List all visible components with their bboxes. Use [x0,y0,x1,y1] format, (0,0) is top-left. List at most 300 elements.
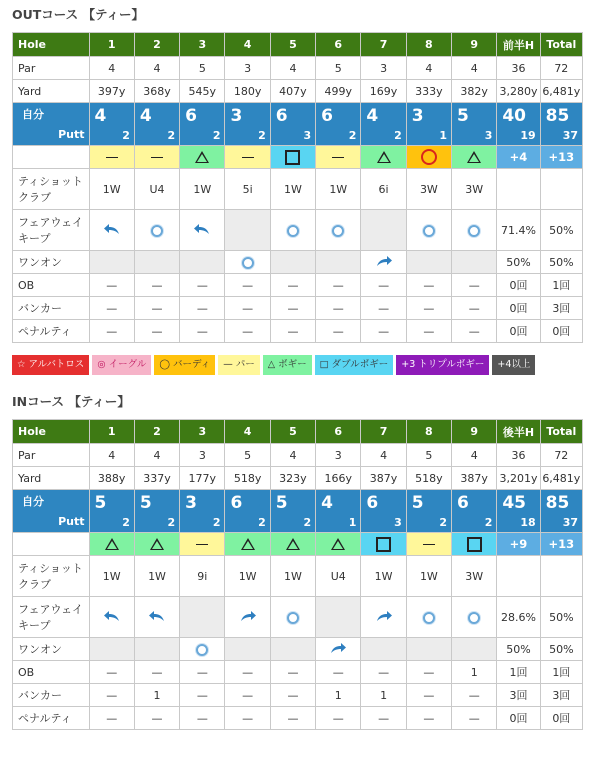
hole-number: 9 [452,33,497,57]
out-scorecard [12,32,583,343]
hole-number: 2 [134,420,179,444]
hole-number: 5 [270,33,315,57]
tee-club-value: 9i [180,556,225,597]
yard-value: 407y [270,80,315,103]
hole-score [270,103,315,146]
penalty-value: — [316,707,361,730]
one-on-value [134,638,179,661]
bunker-value: — [180,297,225,320]
ob-value: — [180,661,225,684]
putt-count: 2 [258,516,266,529]
stroke-count: 6 [275,106,288,126]
fairway-value [361,210,406,251]
putt-count: 3 [484,129,493,142]
par-value: 3 [316,444,361,467]
hole-score [180,490,225,533]
half-score [497,103,540,146]
total-label: Total [540,33,582,57]
par-value: 3 [361,57,406,80]
result-mark [361,533,406,556]
birdie-circle-icon [421,149,437,165]
result-mark [270,533,315,556]
bogey-triangle-icon [195,151,209,163]
hole-number: 5 [270,420,315,444]
tee-club-half-blank [497,169,540,210]
penalty-value: — [316,320,361,343]
stroke-count: 5 [94,493,107,513]
putt-count: 2 [484,516,493,529]
miss-left-arrow-icon [148,609,166,626]
result-row [13,533,583,556]
tee-club-value: 1W [316,169,361,210]
fairway-keep-icon [287,612,299,624]
fairway-row [13,597,583,638]
hole-number: 3 [180,33,225,57]
fairway-value [452,597,497,638]
stroke-count: 40 [502,106,527,126]
ob-label: OB [13,274,90,297]
bunker-value: 1 [361,684,406,707]
ob-value: — [270,274,315,297]
tee-club-value: 1W [180,169,225,210]
stroke-count: 45 [502,493,527,513]
yard-value: 323y [270,467,315,490]
fairway-half-rate: 28.6% [497,597,540,638]
miss-left-arrow-icon [193,222,211,239]
tee-club-row [13,169,583,210]
yard-half-total: 3,280y [497,80,540,103]
penalty-value: — [89,707,134,730]
ob-total-count: 1回 [540,661,582,684]
penalty-value: — [89,320,134,343]
bunker-total-count: 3回 [540,297,582,320]
hole-header-row [13,420,583,444]
bunker-value: — [452,297,497,320]
result-mark [270,146,315,169]
ob-value: — [452,274,497,297]
result-mark [225,533,270,556]
ob-label: OB [13,661,90,684]
tee-club-label: ティショット クラブ [13,556,90,597]
yard-value: 545y [180,80,225,103]
one-on-label: ワンオン [13,638,90,661]
putt-count: 2 [303,516,312,529]
one-on-value [452,638,497,661]
stroke-count: 5 [457,106,469,126]
legend-bogey: △ ボギー [263,355,312,375]
ob-value: — [225,661,270,684]
hole-number: 9 [452,420,497,444]
ob-value: — [89,274,134,297]
bunker-value: 1 [316,684,361,707]
result-mark [406,533,451,556]
legend-birdie: ◯ バーディ [154,355,215,375]
bunker-half-count: 0回 [497,297,540,320]
ob-value: 1 [452,661,497,684]
hole-number: 3 [180,420,225,444]
result-mark [452,146,497,169]
result-mark [452,533,497,556]
penalty-value: — [134,707,179,730]
par-value: 3 [180,444,225,467]
bunker-value: — [270,297,315,320]
par-mark-icon [151,157,163,158]
par-half-total: 36 [497,57,540,80]
yard-value: 388y [89,467,134,490]
result-mark [316,146,361,169]
stroke-count: 6 [321,106,333,126]
one-on-value [316,251,361,274]
yard-value: 177y [180,467,225,490]
result-mark [180,533,225,556]
putt-count: 1 [348,516,357,529]
penalty-value: — [406,320,451,343]
putt-count: 2 [348,129,357,142]
fairway-label: フェアウェイ キープ [13,210,90,251]
out-course-title: OUTコース 【ティー】 [12,7,145,22]
penalty-half-count: 0回 [497,707,540,730]
stroke-count: 5 [411,493,424,513]
score-row [13,490,583,533]
miss-left-arrow-icon [103,609,121,626]
putt-count: 37 [562,516,578,529]
ob-value: — [270,661,315,684]
ob-value: — [180,274,225,297]
par-label: Par [13,57,90,80]
par-mark-icon [242,157,254,158]
hole-score [316,490,361,533]
hole-score [406,490,451,533]
putt-count: 2 [167,516,176,529]
half-over-par: +9 [497,533,540,556]
hole-score [270,490,315,533]
hole-score [316,103,361,146]
hole-number: 8 [406,33,451,57]
penalty-value: — [406,707,451,730]
fairway-value [452,210,497,251]
hole-label: Hole [13,420,90,444]
stroke-count: 5 [139,493,152,513]
self-label: 自分 [22,495,44,508]
tee-club-value: 1W [361,556,406,597]
bogey-triangle-icon [467,151,481,163]
fairway-keep-icon [287,225,299,237]
putt-count: 2 [122,516,130,529]
fairway-row [13,210,583,251]
yard-value: 166y [316,467,361,490]
one-on-value [316,638,361,661]
par-value: 5 [406,444,451,467]
result-mark [180,146,225,169]
tee-club-label: ティショット クラブ [13,169,90,210]
hole-score [89,490,134,533]
putt-count: 2 [212,516,221,529]
ob-value: — [361,661,406,684]
yard-value: 337y [134,467,179,490]
par-mark-icon [106,157,118,158]
hole-score [361,103,406,146]
bogey-triangle-icon [105,538,119,550]
yard-value: 387y [452,467,497,490]
tee-club-value: U4 [134,169,179,210]
fairway-value [361,597,406,638]
ob-row [13,661,583,684]
fairway-value [134,210,179,251]
bunker-value: — [406,684,451,707]
stroke-count: 6 [230,493,243,513]
bogey-triangle-icon [331,538,345,550]
ob-value: — [316,274,361,297]
fairway-keep-icon [468,225,480,237]
bunker-value: — [134,297,179,320]
par-label: Par [13,444,90,467]
one-on-row [13,638,583,661]
tee-club-row [13,556,583,597]
par-value: 4 [406,57,451,80]
bogey-triangle-icon [150,538,164,550]
yard-value: 387y [361,467,406,490]
legend-triple-bogey: +3 トリプルボギー [396,355,489,375]
score-legend [12,355,583,375]
fairway-keep-icon [423,225,435,237]
bunker-half-count: 3回 [497,684,540,707]
ob-half-count: 1回 [497,661,540,684]
bunker-value: — [225,297,270,320]
miss-right-arrow-icon [329,641,347,658]
bunker-value: — [180,684,225,707]
putt-count: 2 [122,129,130,142]
par-total: 72 [540,57,582,80]
one-on-value [406,638,451,661]
hole-number: 1 [89,420,134,444]
tee-club-value: 6i [361,169,406,210]
one-on-value [225,638,270,661]
fairway-keep-icon [151,225,163,237]
one-on-value [225,251,270,274]
result-mark [89,533,134,556]
total-score [540,103,582,146]
yard-value: 518y [225,467,270,490]
one-on-value [89,638,134,661]
putt-count: 2 [167,129,176,142]
stroke-count: 4 [139,106,152,126]
yard-total: 6,481y [540,467,582,490]
fairway-value [316,597,361,638]
self-label: 自分 [22,108,44,121]
hole-score [225,103,270,146]
ob-total-count: 1回 [540,274,582,297]
bunker-value: — [270,684,315,707]
bunker-value: — [452,684,497,707]
putt-count: 18 [520,516,536,529]
bunker-value: 1 [134,684,179,707]
ob-value: — [225,274,270,297]
penalty-label: ペナルティ [13,320,90,343]
penalty-value: — [452,707,497,730]
putt-count: 1 [439,129,448,142]
hole-score [89,103,134,146]
one-on-half-rate: 50% [497,251,540,274]
fairway-keep-icon [423,612,435,624]
hole-number: 8 [406,420,451,444]
penalty-row [13,707,583,730]
hole-score [180,103,225,146]
penalty-value: — [180,707,225,730]
ob-half-count: 0回 [497,274,540,297]
score-label-cell [13,103,90,146]
yard-row [13,80,583,103]
yard-value: 169y [361,80,406,103]
putt-count: 37 [562,129,578,142]
tee-club-value: U4 [316,556,361,597]
bunker-value: — [316,297,361,320]
penalty-row [13,320,583,343]
bunker-value: — [89,684,134,707]
hole-label: Hole [13,33,90,57]
tee-club-total-blank [540,556,582,597]
ob-value: — [316,661,361,684]
yard-value: 368y [134,80,179,103]
one-on-total-rate: 50% [540,251,582,274]
stroke-count: 4 [366,106,379,126]
double-bogey-square-icon [285,150,300,165]
miss-right-arrow-icon [239,609,257,626]
total-label: Total [540,420,582,444]
hole-score [134,103,179,146]
hole-number: 7 [361,33,406,57]
tee-club-value: 1W [134,556,179,597]
fairway-value [406,210,451,251]
tee-club-value: 1W [89,556,134,597]
penalty-value: — [225,707,270,730]
one-on-row [13,251,583,274]
stroke-count: 85 [545,106,570,126]
putt-count: 2 [258,129,266,142]
double-bogey-square-icon [467,537,482,552]
hole-score [361,490,406,533]
bunker-value: — [361,297,406,320]
stroke-count: 6 [185,106,197,126]
ob-value: — [89,661,134,684]
fairway-label: フェアウェイ キープ [13,597,90,638]
bunker-value: — [89,297,134,320]
fairway-value [180,597,225,638]
total-over-par: +13 [540,146,582,169]
result-mark [361,146,406,169]
fairway-half-rate: 71.4% [497,210,540,251]
one-on-value [452,251,497,274]
stroke-count: 85 [545,493,570,513]
penalty-value: — [361,320,406,343]
yard-label: Yard [13,80,90,103]
result-label-blank [13,533,90,556]
fairway-value [406,597,451,638]
fairway-keep-icon [242,257,254,269]
bunker-label: バンカー [13,684,90,707]
yard-value: 499y [316,80,361,103]
yard-label: Yard [13,467,90,490]
hole-number: 4 [225,420,270,444]
one-on-value [406,251,451,274]
hole-number: 7 [361,420,406,444]
par-value: 4 [270,57,315,80]
fairway-keep-icon [468,612,480,624]
tee-club-total-blank [540,169,582,210]
one-on-value [361,638,406,661]
one-on-value [180,251,225,274]
hole-number: 6 [316,420,361,444]
penalty-value: — [270,707,315,730]
tee-club-value: 1W [89,169,134,210]
fairway-value [89,597,134,638]
total-score [540,490,582,533]
par-mark-icon [332,157,344,158]
penalty-total-count: 0回 [540,707,582,730]
stroke-count: 4 [321,493,333,513]
ob-value: — [134,274,179,297]
hole-score [225,490,270,533]
one-on-value [270,638,315,661]
fairway-keep-icon [332,225,344,237]
par-row [13,57,583,80]
result-mark [134,533,179,556]
par-value: 4 [361,444,406,467]
yard-value: 518y [406,467,451,490]
half-over-par: +4 [497,146,540,169]
putt-count: 19 [520,129,536,142]
bunker-label: バンカー [13,297,90,320]
one-on-value [361,251,406,274]
yard-value: 333y [406,80,451,103]
putt-count: 2 [439,516,448,529]
score-label-cell [13,490,90,533]
par-value: 4 [89,57,134,80]
fairway-total-rate: 50% [540,210,582,251]
yard-row [13,467,583,490]
putt-label: Putt [58,515,85,528]
result-mark [134,146,179,169]
miss-left-arrow-icon [103,222,121,239]
putt-label: Putt [58,128,85,141]
bunker-row [13,684,583,707]
result-mark [406,146,451,169]
yard-value: 397y [89,80,134,103]
tee-club-value: 3W [406,169,451,210]
score-row [13,103,583,146]
hole-score [452,103,497,146]
one-on-value [180,638,225,661]
par-value: 4 [452,57,497,80]
par-value: 5 [316,57,361,80]
penalty-value: — [452,320,497,343]
legend-eagle: ◎ イーグル [92,355,151,375]
legend-albatross: ☆ アルバトロス [12,355,89,375]
legend-four-plus: +4以上 [492,355,535,375]
half-score [497,490,540,533]
bogey-triangle-icon [241,538,255,550]
penalty-total-count: 0回 [540,320,582,343]
penalty-value: — [361,707,406,730]
par-value: 4 [134,444,179,467]
one-on-total-rate: 50% [540,638,582,661]
hole-score [406,103,451,146]
one-on-value [89,251,134,274]
tee-club-value: 3W [452,556,497,597]
ob-row [13,274,583,297]
ob-value: — [406,661,451,684]
penalty-half-count: 0回 [497,320,540,343]
hole-number: 4 [225,33,270,57]
